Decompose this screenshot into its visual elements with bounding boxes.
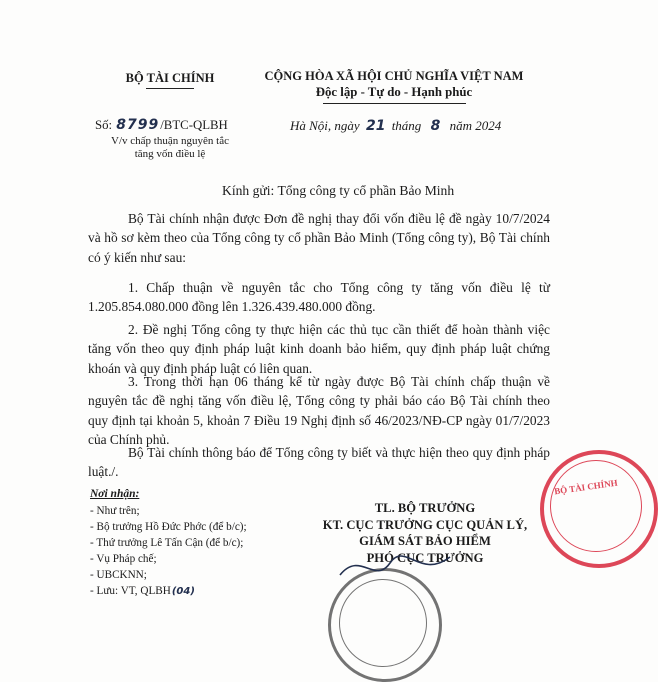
date-year: năm 2024 xyxy=(449,118,502,133)
recipients-title: Nơi nhận: xyxy=(90,488,140,500)
document-date xyxy=(290,118,501,134)
recipient-archive-label: - Lưu: VT, QLBH xyxy=(90,585,171,597)
recipient-item: - Thứ trưởng Lê Tấn Cận (để b/c); xyxy=(90,537,244,549)
signature-line-4: PHÓ CỤC TRƯỞNG xyxy=(366,550,484,565)
subject-line-2: tăng vốn điều lệ xyxy=(134,148,206,160)
date-day-handwritten: 21 xyxy=(365,118,386,134)
signature-scribble xyxy=(330,545,460,590)
issuer-underline xyxy=(146,88,194,89)
signature-line-2: KT. CỤC TRƯỞNG CỤC QUẢN LÝ, xyxy=(322,517,528,532)
body-item-2: 2. Đề nghị Tổng công ty thực hiện các thủ tục cần thiết để hoàn thành việc tăng vốn theo quy định pháp luật kinh doanh bảo hiểm, quy định pháp luật chứng khoán và quy định pháp luật có liên quan. xyxy=(88,322,550,376)
doc-number-prefix: Số: xyxy=(95,118,113,132)
body-intro: Bộ Tài chính nhận được Đơn đề nghị thay đổi vốn điều lệ đề ngày 10/7/2024 và hồ sơ kèm theo của Tổng công ty cổ phần Bảo Minh (Tổng công ty), Bộ Tài chính có ý kiến như sau: xyxy=(88,211,550,265)
stamp-text: BỘ TÀI CHÍNH xyxy=(553,477,619,497)
doc-number-suffix: /BTC-QLBH xyxy=(160,118,228,132)
recipient-handwritten-note: (04) xyxy=(171,586,195,597)
recipient-item: - Bộ trưởng Hồ Đức Phớc (để b/c); xyxy=(90,521,247,533)
document-subject xyxy=(95,135,245,161)
seal-inner-ring xyxy=(339,579,427,667)
stamp-inner-ring xyxy=(550,460,642,552)
recipient-item: - UBCKNN; xyxy=(90,569,147,581)
date-month-prefix: tháng xyxy=(391,118,422,133)
issuer-name: BỘ TÀI CHÍNH xyxy=(125,71,215,85)
national-title: CỘNG HÒA XÃ HỘI CHỦ NGHĨA VIỆT NAM xyxy=(264,69,524,83)
date-month-handwritten: 8 xyxy=(430,118,441,134)
national-motto: Độc lập - Tự do - Hạnh phúc xyxy=(315,85,473,99)
recipient-item: - Vụ Pháp chế; xyxy=(90,553,157,565)
doc-number-handwritten: 8799 xyxy=(116,117,160,133)
body-closing: Bộ Tài chính thông báo để Tổng công ty biết và thực hiện theo quy định pháp luật./. xyxy=(88,445,550,480)
salutation: Kính gửi: Tổng công ty cổ phần Bảo Minh xyxy=(222,183,455,198)
signature-line-3: GIÁM SÁT BẢO HIỂM xyxy=(359,534,491,548)
body-item-3: 3. Trong thời hạn 06 tháng kể từ ngày được Bộ Tài chính chấp thuận về nguyên tắc đề nghị tăng vốn điều lệ, Tổng công ty phải báo cáo Bộ Tài chính theo quy định tại khoản 5, khoản 7 Điều 19 Nghị định số 46/2023/NĐ-CP ngày 01/7/2023 của Chính phủ. xyxy=(88,374,550,447)
recipient-item-archive xyxy=(90,583,195,600)
signature-line-1: TL. BỘ TRƯỞNG xyxy=(374,501,476,515)
motto-underline xyxy=(323,103,466,104)
body-item-1: 1. Chấp thuận về nguyên tắc cho Tổng công ty tăng vốn điều lệ từ 1.205.854.080.000 đồng lên 1.326.439.480.000 đồng. xyxy=(88,280,550,315)
date-prefix: Hà Nội, ngày xyxy=(290,118,360,133)
recipient-item: - Như trên; xyxy=(90,505,140,517)
subject-line-1: V/v chấp thuận nguyên tắc xyxy=(111,135,229,147)
document-number xyxy=(95,117,228,133)
